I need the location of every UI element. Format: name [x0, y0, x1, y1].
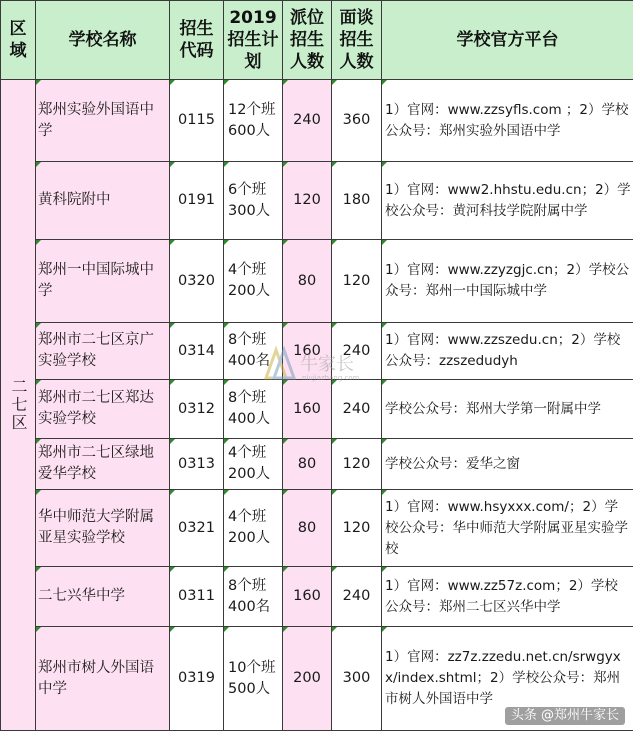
assigned-cell: 80 [283, 490, 332, 567]
plan-cell: 4个班200人 [224, 240, 283, 323]
assigned-cell: 200 [283, 627, 332, 731]
code-cell: 0314 [170, 323, 224, 380]
code-cell: 0311 [170, 567, 224, 627]
assigned-cell: 120 [283, 162, 332, 240]
watermark-text: 牛家长 [300, 354, 354, 375]
code-cell: 0312 [170, 380, 224, 439]
school-name-cell: 黄科院附中 [36, 162, 170, 240]
header-interview: 面谈招生人数 [332, 1, 382, 80]
header-school-name: 学校名称 [36, 1, 170, 80]
table-row [1, 490, 633, 567]
assigned-cell: 80 [283, 240, 332, 323]
school-name-cell: 郑州市二七区绿地爱华学校 [36, 439, 170, 490]
interview-cell: 120 [332, 240, 382, 323]
plan-cell: 8个班400名 [224, 567, 283, 627]
platform-cell: 1）官网：zz7z.zzedu.net.cn/srwgyxx/index.shtml；2）学校公众号：郑州市树人外国语中学 [382, 627, 633, 731]
plan-cell: 6个班300人 [224, 162, 283, 240]
school-name-cell: 郑州市二七区京广实验学校 [36, 323, 170, 380]
source-badge: 头条 @郑州牛家长 [505, 707, 625, 725]
code-cell: 0115 [170, 80, 224, 162]
school-name-cell: 郑州市树人外国语中学 [36, 627, 170, 731]
platform-cell: 1）官网：www.hsyxxx.com/；2）学校公众号：华中师范大学附属亚星实验学校 [382, 490, 633, 567]
platform-cell: 学校公众号：爱华之窗 [382, 439, 633, 490]
plan-cell: 10个班500人 [224, 627, 283, 731]
plan-cell: 8个班400人 [224, 380, 283, 439]
district-cell: 二七区 [1, 80, 36, 731]
header-district: 区域 [1, 1, 36, 80]
code-cell: 0319 [170, 627, 224, 731]
interview-cell: 180 [332, 162, 382, 240]
platform-cell: 1）官网：www.zzyzgjc.cn；2）学校公众号：郑州一中国际城中学 [382, 240, 633, 323]
plan-cell: 4个班200人 [224, 490, 283, 567]
table-row [1, 439, 633, 490]
assigned-cell: 80 [283, 439, 332, 490]
interview-cell: 360 [332, 80, 382, 162]
table-row [1, 80, 633, 162]
header-plan: 2019招生计划 [224, 1, 283, 80]
watermark-domain: niujiazhang.com [302, 374, 360, 382]
interview-cell: 120 [332, 490, 382, 567]
code-cell: 0320 [170, 240, 224, 323]
code-cell: 0313 [170, 439, 224, 490]
platform-cell: 1）官网：www.zz57z.com；2）学校公众号：郑州二七区兴华中学 [382, 567, 633, 627]
interview-cell: 300 [332, 627, 382, 731]
platform-cell: 1）官网：www.zzsyfls.com ；2）学校公众号：郑州实验外国语中学 [382, 80, 633, 162]
platform-cell: 学校公众号：郑州大学第一附属中学 [382, 380, 633, 439]
code-cell: 0191 [170, 162, 224, 240]
school-name-cell: 二七兴华中学 [36, 567, 170, 627]
school-name-cell: 郑州一中国际城中学 [36, 240, 170, 323]
platform-cell: 1）官网：www.zzszedu.cn；2）学校公众号：zzszedudyh [382, 323, 633, 380]
interview-cell: 120 [332, 439, 382, 490]
assigned-cell: 240 [283, 80, 332, 162]
interview-cell: 240 [332, 323, 382, 380]
header-platform: 学校官方平台 [382, 1, 633, 80]
platform-cell: 1）官网：www2.hhstu.edu.cn；2）学校公众号：黄河科技学院附属中学 [382, 162, 633, 240]
plan-cell: 12个班600人 [224, 80, 283, 162]
school-name-cell: 华中师范大学附属亚星实验学校 [36, 490, 170, 567]
header-code: 招生代码 [170, 1, 224, 80]
assigned-cell: 160 [283, 380, 332, 439]
interview-cell: 240 [332, 567, 382, 627]
interview-cell: 240 [332, 380, 382, 439]
header-row [1, 1, 633, 80]
table-row [1, 162, 633, 240]
assigned-cell: 160 [283, 323, 332, 380]
plan-cell: 8个班400名 [224, 323, 283, 380]
table-row [1, 240, 633, 323]
school-name-cell: 郑州市二七区郑达实验学校 [36, 380, 170, 439]
school-name-cell: 郑州实验外国语中学 [36, 80, 170, 162]
assigned-cell: 160 [283, 567, 332, 627]
table-row [1, 567, 633, 627]
table-row [1, 380, 633, 439]
header-assigned: 派位招生人数 [283, 1, 332, 80]
code-cell: 0321 [170, 490, 224, 567]
table-row [1, 323, 633, 380]
plan-cell: 4个班200人 [224, 439, 283, 490]
